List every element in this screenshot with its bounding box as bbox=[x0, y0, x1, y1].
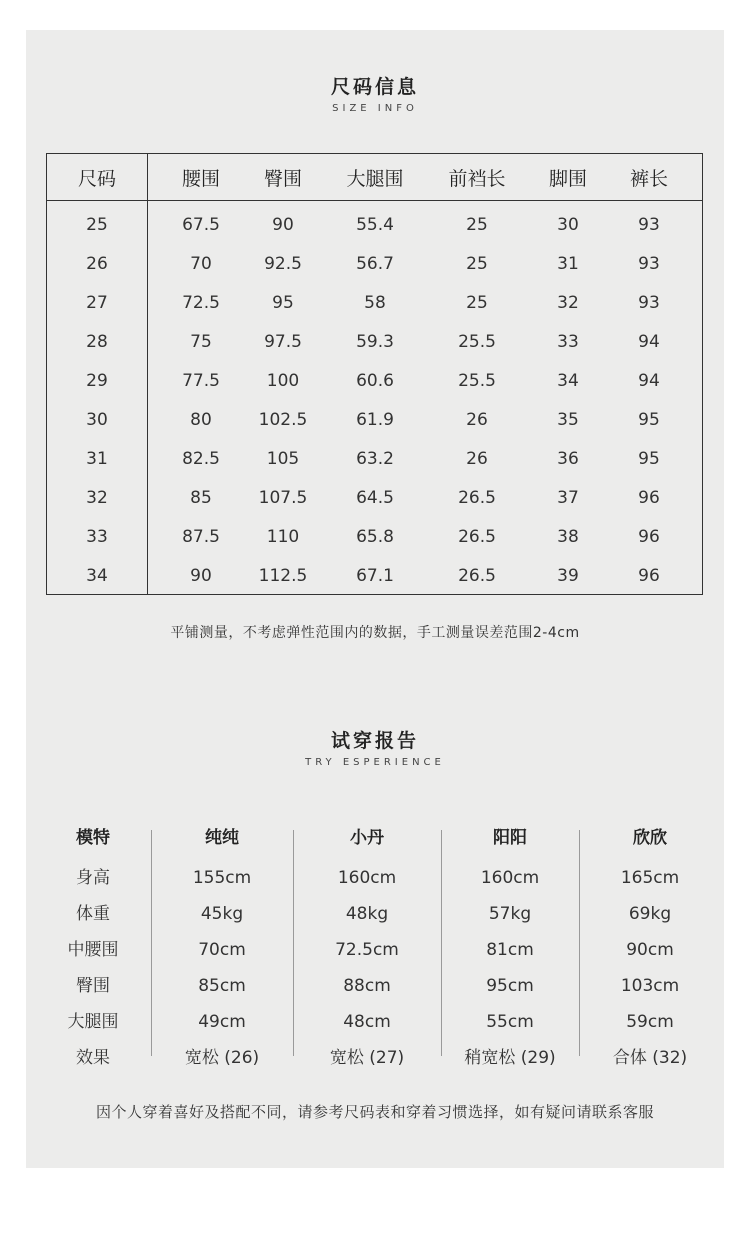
cell-thigh: 55.4 bbox=[356, 214, 394, 235]
header-waist: 腰围 bbox=[181, 167, 220, 190]
cell-size: 32 bbox=[86, 487, 108, 508]
cell-thigh: 63.2 bbox=[356, 448, 394, 469]
row-value: 81cm bbox=[486, 940, 534, 960]
row-value: 57kg bbox=[488, 904, 532, 924]
cell-size: 26 bbox=[86, 253, 108, 274]
cell-thigh: 65.8 bbox=[356, 526, 394, 547]
fit-advice-note: 因个人穿着喜好及搭配不同，请参考尺码表和穿着习惯选择，如有疑问请联系客服 bbox=[95, 1103, 654, 1121]
row-value: 48cm bbox=[343, 1012, 391, 1032]
cell-thigh: 61.9 bbox=[356, 409, 394, 430]
row-label: 效果 bbox=[76, 1048, 110, 1068]
cell-size: 28 bbox=[86, 331, 108, 352]
row-value: 55cm bbox=[486, 1012, 534, 1032]
cell-size: 29 bbox=[86, 370, 108, 391]
table-row bbox=[47, 478, 702, 517]
row-value: 49cm bbox=[198, 1012, 246, 1032]
cell-leg-opening: 32 bbox=[557, 292, 579, 313]
cell-hip: 100 bbox=[266, 370, 300, 391]
cell-length: 94 bbox=[638, 331, 660, 352]
header-front-rise: 前裆长 bbox=[448, 167, 506, 190]
table-row bbox=[47, 517, 702, 556]
header-model-4: 欣欣 bbox=[633, 828, 667, 848]
try-report-subtitle: TRY ESPERIENCE bbox=[305, 757, 445, 768]
header-thigh: 大腿围 bbox=[346, 167, 404, 190]
row-value: 70cm bbox=[198, 940, 246, 960]
row-label: 身高 bbox=[76, 868, 110, 888]
row-label: 臀围 bbox=[76, 976, 110, 996]
cell-length: 93 bbox=[638, 292, 660, 313]
header-leg-opening: 脚围 bbox=[548, 167, 587, 190]
cell-waist: 77.5 bbox=[182, 370, 220, 391]
row-value: 90cm bbox=[626, 940, 674, 960]
table-row bbox=[47, 400, 702, 439]
try-report-title: 试穿报告 bbox=[330, 730, 419, 752]
table-row bbox=[47, 361, 702, 400]
header-model-1: 纯纯 bbox=[205, 828, 239, 848]
try-row-waist bbox=[26, 932, 724, 968]
cell-leg-opening: 30 bbox=[557, 214, 579, 235]
cell-thigh: 60.6 bbox=[356, 370, 394, 391]
cell-front-rise: 25.5 bbox=[458, 370, 496, 391]
header-size: 尺码 bbox=[77, 167, 116, 190]
try-row-effect bbox=[26, 1040, 724, 1076]
table-row bbox=[47, 244, 702, 283]
cell-thigh: 67.1 bbox=[356, 565, 394, 586]
cell-length: 95 bbox=[638, 448, 660, 469]
table-row bbox=[47, 283, 702, 322]
row-label: 体重 bbox=[76, 904, 110, 924]
row-value: 45kg bbox=[200, 904, 244, 924]
table-row bbox=[47, 556, 702, 595]
header-model: 模特 bbox=[76, 828, 110, 848]
size-info-title: 尺码信息 bbox=[330, 76, 419, 98]
cell-size: 25 bbox=[86, 214, 108, 235]
row-value: 69kg bbox=[628, 904, 672, 924]
try-row-weight bbox=[26, 896, 724, 932]
row-value: 160cm bbox=[480, 868, 540, 888]
cell-front-rise: 26.5 bbox=[458, 565, 496, 586]
cell-leg-opening: 37 bbox=[557, 487, 579, 508]
row-value: 宽松 (26) bbox=[184, 1048, 260, 1068]
cell-front-rise: 25.5 bbox=[458, 331, 496, 352]
cell-thigh: 56.7 bbox=[356, 253, 394, 274]
cell-waist: 70 bbox=[190, 253, 212, 274]
table-row bbox=[47, 322, 702, 361]
cell-length: 95 bbox=[638, 409, 660, 430]
size-info-subtitle: SIZE INFO bbox=[332, 103, 418, 114]
cell-front-rise: 26 bbox=[466, 448, 488, 469]
cell-leg-opening: 33 bbox=[557, 331, 579, 352]
measurement-note: 平铺测量，不考虑弹性范围内的数据，手工测量误差范围2-4cm bbox=[170, 625, 580, 641]
row-value: 宽松 (27) bbox=[329, 1048, 405, 1068]
try-row-height bbox=[26, 860, 724, 896]
table-row bbox=[47, 205, 702, 244]
cell-front-rise: 26.5 bbox=[458, 526, 496, 547]
cell-waist: 80 bbox=[190, 409, 212, 430]
cell-waist: 72.5 bbox=[182, 292, 220, 313]
cell-front-rise: 25 bbox=[466, 292, 488, 313]
row-label: 中腰围 bbox=[67, 940, 119, 960]
cell-hip: 97.5 bbox=[264, 331, 302, 352]
cell-leg-opening: 39 bbox=[557, 565, 579, 586]
try-report-table bbox=[26, 820, 724, 1070]
table-header-row bbox=[47, 154, 702, 200]
cell-size: 31 bbox=[86, 448, 108, 469]
size-table bbox=[46, 153, 703, 595]
cell-front-rise: 25 bbox=[466, 253, 488, 274]
cell-leg-opening: 31 bbox=[557, 253, 579, 274]
cell-length: 93 bbox=[638, 253, 660, 274]
header-model-3: 阳阳 bbox=[493, 828, 527, 848]
cell-hip: 92.5 bbox=[264, 253, 302, 274]
cell-hip: 105 bbox=[266, 448, 300, 469]
cell-waist: 67.5 bbox=[182, 214, 220, 235]
cell-length: 96 bbox=[638, 526, 660, 547]
cell-length: 94 bbox=[638, 370, 660, 391]
row-value: 103cm bbox=[620, 976, 680, 996]
cell-front-rise: 26.5 bbox=[458, 487, 496, 508]
cell-leg-opening: 36 bbox=[557, 448, 579, 469]
header-hip: 臀围 bbox=[263, 167, 302, 190]
cell-leg-opening: 38 bbox=[557, 526, 579, 547]
row-value: 48kg bbox=[345, 904, 389, 924]
row-value: 95cm bbox=[486, 976, 534, 996]
table-row bbox=[47, 439, 702, 478]
cell-length: 96 bbox=[638, 565, 660, 586]
cell-thigh: 58 bbox=[364, 292, 386, 313]
header-model-2: 小丹 bbox=[350, 828, 384, 848]
cell-waist: 75 bbox=[190, 331, 212, 352]
size-chart-panel bbox=[26, 30, 724, 1168]
cell-hip: 110 bbox=[266, 526, 300, 547]
cell-hip: 112.5 bbox=[258, 565, 308, 586]
cell-front-rise: 26 bbox=[466, 409, 488, 430]
try-row-thigh bbox=[26, 1004, 724, 1040]
try-header-row bbox=[26, 820, 724, 856]
row-value: 88cm bbox=[343, 976, 391, 996]
cell-hip: 102.5 bbox=[258, 409, 308, 430]
cell-hip: 90 bbox=[272, 214, 294, 235]
row-value: 85cm bbox=[198, 976, 246, 996]
cell-size: 33 bbox=[86, 526, 108, 547]
row-value: 59cm bbox=[626, 1012, 674, 1032]
cell-thigh: 59.3 bbox=[356, 331, 394, 352]
cell-size: 27 bbox=[86, 292, 108, 313]
cell-length: 93 bbox=[638, 214, 660, 235]
row-value: 160cm bbox=[337, 868, 397, 888]
cell-hip: 107.5 bbox=[258, 487, 308, 508]
cell-leg-opening: 35 bbox=[557, 409, 579, 430]
cell-waist: 85 bbox=[190, 487, 212, 508]
cell-thigh: 64.5 bbox=[356, 487, 394, 508]
cell-hip: 95 bbox=[272, 292, 294, 313]
cell-waist: 90 bbox=[190, 565, 212, 586]
row-value: 155cm bbox=[192, 868, 252, 888]
cell-leg-opening: 34 bbox=[557, 370, 579, 391]
row-value: 稍宽松 (29) bbox=[464, 1048, 556, 1068]
header-length: 裤长 bbox=[629, 167, 668, 190]
cell-front-rise: 25 bbox=[466, 214, 488, 235]
cell-size: 34 bbox=[86, 565, 108, 586]
cell-length: 96 bbox=[638, 487, 660, 508]
cell-size: 30 bbox=[86, 409, 108, 430]
cell-waist: 87.5 bbox=[182, 526, 220, 547]
table-header-divider bbox=[47, 200, 702, 201]
row-value: 合体 (32) bbox=[612, 1048, 688, 1068]
try-row-hip bbox=[26, 968, 724, 1004]
row-label: 大腿围 bbox=[67, 1012, 119, 1032]
cell-waist: 82.5 bbox=[182, 448, 220, 469]
row-value: 165cm bbox=[620, 868, 680, 888]
row-value: 72.5cm bbox=[335, 940, 399, 960]
